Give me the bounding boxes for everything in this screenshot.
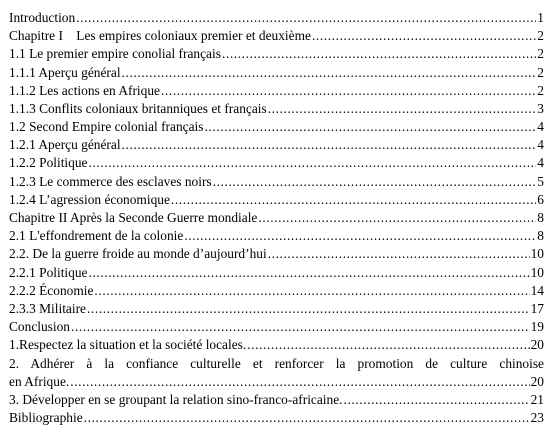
toc-entry[interactable] (9, 136, 544, 154)
toc-entry-page: 23 (530, 410, 544, 426)
dot-leader (268, 245, 530, 263)
toc-entry-page: 20 (530, 373, 544, 389)
dot-leader (204, 118, 536, 136)
toc-entry-label: 2.1 L'effondrement de la colonie (9, 228, 184, 244)
toc-entry[interactable] (9, 336, 544, 354)
dot-leader (161, 82, 536, 100)
toc-entry-label: 2.3.3 Militaire (9, 300, 86, 316)
toc-entry-page: 2 (537, 64, 544, 80)
toc-entry-label: 1.1.2 Les actions en Afrique (9, 82, 160, 98)
dot-leader (213, 173, 537, 191)
dot-leader (122, 64, 537, 82)
toc-entry-label-line1: 2. Adhérer à la confiance culturelle et renforcer la promotion de culture chinoise (9, 355, 544, 371)
toc-entry-wrapped[interactable] (9, 355, 544, 391)
toc-entry[interactable] (9, 409, 544, 427)
dot-leader (222, 45, 536, 63)
toc-entry-label: Chapitre I Les empires coloniaux premier et deuxième (9, 28, 311, 44)
toc-entry-page: 17 (530, 300, 544, 316)
toc-entry-label: 1.Respectez la situation et la société locales. (9, 337, 247, 353)
dot-leader (247, 336, 529, 354)
toc-entry-label: 1.1.1 Aperçu général (9, 64, 121, 80)
dot-leader (258, 209, 536, 227)
toc-entry-label: 1.2.4 L’agression économique (9, 191, 170, 207)
toc-entry-page: 20 (530, 337, 544, 353)
toc-entry-label: 1.2 Second Empire colonial français (9, 119, 204, 135)
toc-entry-page: 6 (537, 191, 544, 207)
toc-entry[interactable] (9, 118, 544, 136)
toc-entry[interactable] (9, 318, 544, 336)
dot-leader (94, 282, 529, 300)
toc-entry-page: 19 (530, 319, 544, 335)
toc-entry-page: 2 (537, 82, 544, 98)
dot-leader (76, 9, 536, 27)
dot-leader (184, 227, 536, 245)
toc-entry-page: 3 (537, 100, 544, 116)
toc-entry-label: 2.2. De la guerre froide au monde d’aujourd’hui (9, 246, 267, 262)
dot-leader (89, 264, 530, 282)
toc-entry-label-line2: en Afrique. (9, 373, 70, 389)
toc-entry-page: 4 (537, 155, 544, 171)
toc-entry-label: Introduction (9, 9, 76, 25)
toc-entry-page: 21 (530, 391, 544, 407)
toc-entry[interactable] (9, 155, 544, 173)
toc-entry-page: 1 (537, 9, 544, 25)
toc-entry-label: Conclusion (9, 319, 71, 335)
dot-leader (87, 300, 530, 318)
toc-entry-label: 1.2.2 Politique (9, 155, 88, 171)
dot-leader (71, 318, 530, 336)
toc-entry-page: 10 (530, 264, 544, 280)
toc-entry-label: 2.2.1 Politique (9, 264, 88, 280)
dot-leader (122, 136, 537, 154)
toc-entry[interactable] (9, 173, 544, 191)
toc-entry-label: 1.2.1 Aperçu général (9, 137, 121, 153)
toc-entry[interactable] (9, 282, 544, 300)
toc-entry[interactable] (9, 209, 544, 227)
toc-entry[interactable] (9, 300, 544, 318)
toc-entry-page: 2 (537, 28, 544, 44)
toc-entry[interactable] (9, 45, 544, 63)
dot-leader (89, 155, 537, 173)
dot-leader (84, 409, 530, 427)
toc-entry-page: 4 (537, 137, 544, 153)
toc-entry-label: 2.2.2 Économie (9, 282, 94, 298)
toc-entry[interactable] (9, 82, 544, 100)
toc-entry-page: 2 (537, 46, 544, 62)
toc-entry-label: Chapitre II Après la Seconde Guerre mondiale (9, 210, 258, 226)
toc-entry[interactable] (9, 227, 544, 245)
toc-entry-page: 8 (537, 210, 544, 226)
toc-entry[interactable] (9, 27, 544, 45)
toc-entry[interactable] (9, 245, 544, 263)
toc-entry[interactable] (9, 64, 544, 82)
toc-entry[interactable] (9, 191, 544, 209)
toc-entry[interactable] (9, 391, 544, 409)
toc-entry-label: Bibliographie (9, 410, 83, 426)
toc-entry-label: 1.1 Le premier empire conolial français (9, 46, 221, 62)
toc-entry[interactable] (9, 264, 544, 282)
toc-entry-label: 1.1.3 Conflits coloniaux britanniques et français (9, 100, 267, 116)
toc-entry-label: 3. Développer en se groupant la relation sino-franco-africaine. (9, 391, 343, 407)
dot-leader (312, 27, 536, 45)
dot-leader (268, 100, 537, 118)
toc-entry-page: 8 (537, 228, 544, 244)
toc-entry[interactable] (9, 100, 544, 118)
toc-entry-page: 5 (537, 173, 544, 189)
dot-leader (171, 191, 536, 209)
toc-entry[interactable] (9, 9, 544, 27)
toc-entry-page: 10 (530, 246, 544, 262)
dot-leader (70, 373, 529, 391)
dot-leader (344, 391, 530, 409)
toc-entry-page: 14 (530, 282, 544, 298)
toc-entry-label: 1.2.3 Le commerce des esclaves noirs (9, 173, 212, 189)
toc-entry-page: 4 (537, 119, 544, 135)
